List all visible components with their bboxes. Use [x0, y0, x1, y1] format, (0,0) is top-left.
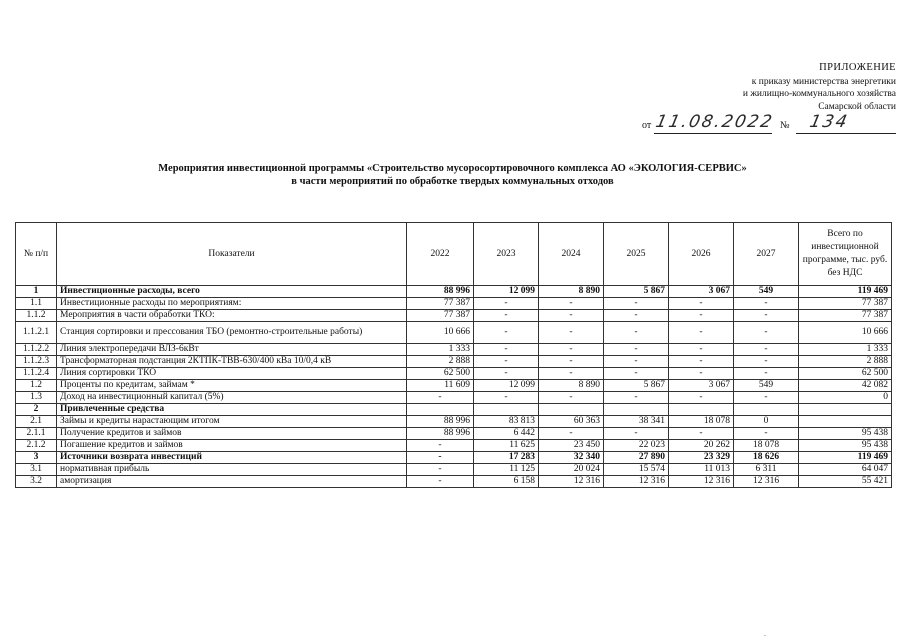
cell-year-2023: 12 099: [474, 380, 539, 392]
cell-year-2025: -: [604, 322, 669, 344]
row-number: 3.2: [16, 476, 57, 488]
cell-year-2027: [734, 404, 799, 416]
cell-year-2027: -: [734, 428, 799, 440]
order-date-field: [653, 112, 776, 134]
cell-total: [799, 416, 892, 428]
cell-year-2022: 77 387: [407, 298, 474, 310]
cell-year-2022: 10 666: [407, 322, 474, 344]
cell-year-2027: 6 311: [734, 464, 799, 476]
cell-year-2022: 88 996: [407, 428, 474, 440]
table-row: [16, 476, 892, 488]
row-indicator: Доход на инвестиционный капитал (5%): [57, 392, 407, 404]
footer-mark: .: [764, 629, 766, 638]
cell-year-2026: -: [669, 356, 734, 368]
cell-year-2025: -: [604, 310, 669, 322]
header-indicator: Показатели: [57, 223, 407, 286]
cell-year-2024: 60 363: [539, 416, 604, 428]
header-2027: 2027: [734, 223, 799, 286]
cell-year-2026: -: [669, 344, 734, 356]
cell-year-2025: -: [604, 298, 669, 310]
cell-year-2024: 12 316: [539, 476, 604, 488]
cell-year-2026: -: [669, 368, 734, 380]
table-body: [16, 286, 892, 488]
order-reference: [596, 112, 896, 134]
cell-year-2022: 88 996: [407, 416, 474, 428]
table-row: [16, 322, 892, 344]
cell-year-2024: -: [539, 356, 604, 368]
table-row: [16, 356, 892, 368]
row-indicator: Станция сортировки и прессования ТБО (ремонтно-строительные работы): [57, 322, 407, 344]
cell-year-2023: -: [474, 368, 539, 380]
cell-year-2027: -: [734, 356, 799, 368]
cell-year-2027: 12 316: [734, 476, 799, 488]
cell-year-2023: 6 158: [474, 476, 539, 488]
cell-year-2023: -: [474, 310, 539, 322]
table-row: [16, 344, 892, 356]
row-number: 1.1.2.2: [16, 344, 57, 356]
cell-year-2023: -: [474, 344, 539, 356]
cell-year-2025: 5 867: [604, 380, 669, 392]
cell-year-2024: 8 890: [539, 286, 604, 298]
cell-total: [799, 404, 892, 416]
cell-year-2024: -: [539, 322, 604, 344]
appendix-title: ПРИЛОЖЕНИЕ: [819, 62, 896, 73]
cell-year-2024: 32 340: [539, 452, 604, 464]
cell-year-2027: 549: [734, 286, 799, 298]
cell-year-2025: -: [604, 344, 669, 356]
cell-year-2026: -: [669, 310, 734, 322]
row-number: 2: [16, 404, 57, 416]
cell-year-2026: -: [669, 322, 734, 344]
row-indicator: Трансформаторная подстанция 2КТПК-ТВВ-630/400 кВа 10/0,4 кВ: [57, 356, 407, 368]
cell-year-2027: -: [734, 298, 799, 310]
table-row: [16, 286, 892, 298]
cell-year-2025: 27 890: [604, 452, 669, 464]
cell-year-2022: 88 996: [407, 286, 474, 298]
cell-year-2023: 11 625: [474, 440, 539, 452]
cell-year-2023: 11 125: [474, 464, 539, 476]
cell-year-2022: -: [407, 476, 474, 488]
cell-year-2025: -: [604, 368, 669, 380]
cell-year-2026: -: [669, 298, 734, 310]
investment-program-table: [15, 222, 892, 488]
cell-year-2024: -: [539, 392, 604, 404]
cell-year-2025: 22 023: [604, 440, 669, 452]
row-indicator: Источники возврата инвестиций: [57, 452, 407, 464]
cell-total: 77 387: [799, 310, 892, 322]
cell-year-2022: 2 888: [407, 356, 474, 368]
cell-year-2025: [604, 404, 669, 416]
row-indicator: Займы и кредиты нарастающим итогом: [57, 416, 407, 428]
cell-year-2022: -: [407, 440, 474, 452]
order-date-prefix: от: [642, 120, 652, 131]
row-number: 1.1.2.1: [16, 322, 57, 344]
cell-year-2026: 3 067: [669, 286, 734, 298]
table-row: [16, 392, 892, 404]
cell-year-2025: 5 867: [604, 286, 669, 298]
row-indicator: Линия электропередачи ВЛЗ-6кВт: [57, 344, 407, 356]
table-header-row: [16, 223, 892, 286]
header-num: № п/п: [16, 223, 57, 286]
row-number: 1.1.2.3: [16, 356, 57, 368]
cell-year-2024: [539, 404, 604, 416]
cell-year-2027: -: [734, 322, 799, 344]
table-row: [16, 310, 892, 322]
row-indicator: Инвестиционные расходы, всего: [57, 286, 407, 298]
appendix-line-3: Самарской области: [818, 101, 896, 112]
cell-year-2027: 549: [734, 380, 799, 392]
cell-year-2027: 0: [734, 416, 799, 428]
header-2025: 2025: [604, 223, 669, 286]
cell-total: 77 387: [799, 298, 892, 310]
cell-year-2022: -: [407, 464, 474, 476]
cell-total: 95 438: [799, 440, 892, 452]
cell-year-2025: -: [604, 428, 669, 440]
cell-total: 95 438: [799, 428, 892, 440]
cell-year-2024: -: [539, 344, 604, 356]
document-title-line-1: Мероприятия инвестиционной программы «Строительство мусоросортировочного комплекса АО «ЭКОЛОГИЯ-СЕРВИС»: [158, 163, 747, 174]
cell-year-2025: 12 316: [604, 476, 669, 488]
order-number-prefix: №: [780, 120, 790, 131]
cell-total: 0: [799, 392, 892, 404]
cell-year-2022: 1 333: [407, 344, 474, 356]
appendix-line-2: и жилищно-коммунального хозяйства: [742, 89, 896, 99]
table-row: [16, 380, 892, 392]
table-row: [16, 416, 892, 428]
row-indicator: Привлеченные средства: [57, 404, 407, 416]
row-number: 1.1: [16, 298, 57, 310]
order-number: 134: [807, 112, 851, 132]
row-number: 2.1.1: [16, 428, 57, 440]
cell-total: 119 469: [799, 452, 892, 464]
order-date: 11.08.2022: [653, 112, 776, 132]
cell-year-2022: 62 500: [407, 368, 474, 380]
cell-year-2023: 6 442: [474, 428, 539, 440]
header-2022: 2022: [407, 223, 474, 286]
cell-year-2023: -: [474, 392, 539, 404]
row-indicator: Мероприятия в части обработки ТКО:: [57, 310, 407, 322]
cell-year-2025: -: [604, 356, 669, 368]
row-indicator: Линия сортировки ТКО: [57, 368, 407, 380]
cell-year-2023: -: [474, 356, 539, 368]
cell-total: 1 333: [799, 344, 892, 356]
row-number: 1.1.2: [16, 310, 57, 322]
row-number: 3.1: [16, 464, 57, 476]
cell-year-2023: -: [474, 322, 539, 344]
cell-year-2023: -: [474, 298, 539, 310]
row-indicator: Погашение кредитов и займов: [57, 440, 407, 452]
cell-total: 2 888: [799, 356, 892, 368]
cell-year-2025: 15 574: [604, 464, 669, 476]
row-indicator: нормативная прибыль: [57, 464, 407, 476]
table-row: [16, 464, 892, 476]
cell-year-2023: 83 813: [474, 416, 539, 428]
cell-year-2026: [669, 404, 734, 416]
table-row: [16, 428, 892, 440]
header-2024: 2024: [539, 223, 604, 286]
cell-year-2024: -: [539, 368, 604, 380]
row-indicator: амортизация: [57, 476, 407, 488]
cell-year-2026: -: [669, 392, 734, 404]
cell-year-2026: 20 262: [669, 440, 734, 452]
row-number: 1.1.2.4: [16, 368, 57, 380]
cell-year-2026: -: [669, 428, 734, 440]
cell-year-2024: 8 890: [539, 380, 604, 392]
cell-year-2024: 23 450: [539, 440, 604, 452]
cell-total: 119 469: [799, 286, 892, 298]
cell-year-2022: 11 609: [407, 380, 474, 392]
cell-year-2022: [407, 404, 474, 416]
cell-year-2022: -: [407, 452, 474, 464]
cell-year-2027: 18 626: [734, 452, 799, 464]
cell-year-2022: 77 387: [407, 310, 474, 322]
row-indicator: Инвестиционные расходы по мероприятиям:: [57, 298, 407, 310]
header-2023: 2023: [474, 223, 539, 286]
cell-year-2024: -: [539, 298, 604, 310]
table-row: [16, 368, 892, 380]
cell-year-2027: -: [734, 310, 799, 322]
row-number: 1.3: [16, 392, 57, 404]
cell-year-2027: 18 078: [734, 440, 799, 452]
cell-year-2026: 23 329: [669, 452, 734, 464]
cell-year-2026: 11 013: [669, 464, 734, 476]
cell-total: 42 082: [799, 380, 892, 392]
cell-year-2027: -: [734, 392, 799, 404]
appendix-line-1: к приказу министерства энергетики: [751, 76, 896, 87]
order-number-field: [796, 113, 896, 134]
cell-year-2025: 38 341: [604, 416, 669, 428]
cell-total: 64 047: [799, 464, 892, 476]
cell-total: 55 421: [799, 476, 892, 488]
document-title: [60, 162, 845, 188]
cell-year-2023: 17 283: [474, 452, 539, 464]
row-number: 2.1.2: [16, 440, 57, 452]
table-row: [16, 440, 892, 452]
header-total: Всего по инвестиционной программе, тыс. руб. без НДС: [799, 223, 892, 286]
cell-year-2024: 20 024: [539, 464, 604, 476]
row-indicator: Получение кредитов и займов: [57, 428, 407, 440]
row-number: 1.2: [16, 380, 57, 392]
cell-year-2027: -: [734, 368, 799, 380]
cell-year-2022: -: [407, 392, 474, 404]
table-row: [16, 404, 892, 416]
row-indicator: Проценты по кредитам, займам *: [57, 380, 407, 392]
cell-year-2024: -: [539, 428, 604, 440]
cell-total: 62 500: [799, 368, 892, 380]
cell-year-2026: 18 078: [669, 416, 734, 428]
cell-year-2023: 12 099: [474, 286, 539, 298]
header-2026: 2026: [669, 223, 734, 286]
table-row: [16, 298, 892, 310]
document-title-line-2: в части мероприятий по обработке твердых коммунальных отходов: [291, 176, 614, 187]
cell-year-2026: 3 067: [669, 380, 734, 392]
cell-year-2027: -: [734, 344, 799, 356]
row-number: 1: [16, 286, 57, 298]
cell-year-2023: [474, 404, 539, 416]
row-number: 3: [16, 452, 57, 464]
row-number: 2.1: [16, 416, 57, 428]
table-row: [16, 452, 892, 464]
cell-year-2025: -: [604, 392, 669, 404]
appendix-header: [596, 62, 896, 113]
cell-total: 10 666: [799, 322, 892, 344]
cell-year-2024: -: [539, 310, 604, 322]
cell-year-2026: 12 316: [669, 476, 734, 488]
